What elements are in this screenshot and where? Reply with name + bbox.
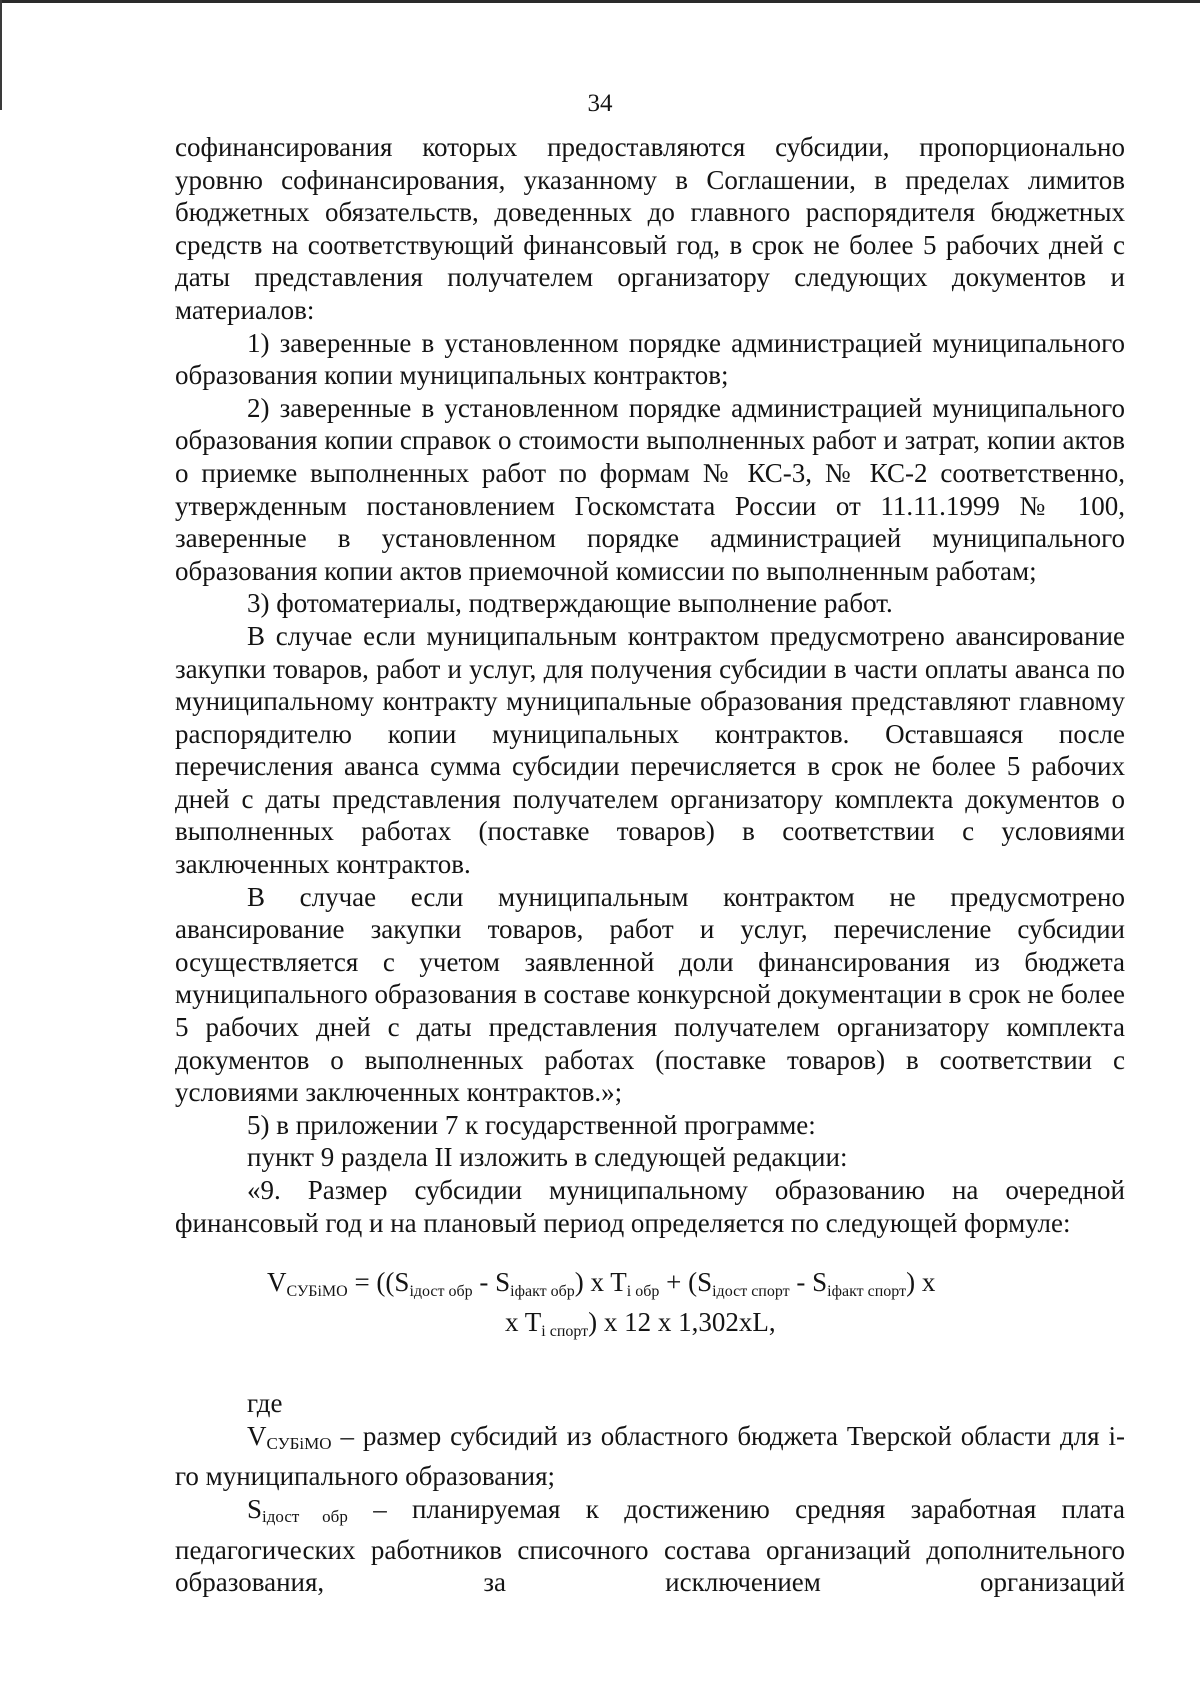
paragraph-advance-case: В случае если муниципальным контрактом предусмотрено авансирование закупки товаров, работ и услуг, для получения субсидии в части оплаты аванса по муниципальному контракту муниципальные образования представляют главному распорядителю копии муниципальных контрактов. Оставшаяся после перечисления аванса сумма субсидии перечисляется в срок не более 5 рабочих дней с даты представления получателем организатору комплекта документов о выполненных работах (поставке товаров) в соответствии с условиями заключенных контрактов. [175,620,1125,880]
page-number: 34 [587,90,613,117]
document-body [175,131,1125,1599]
where-label: где [247,1388,283,1419]
formula-line-1: $V_{СУБiМО} = ((S_{iдост обр} - S_{iфакт обр})$ x $T_{i обр} + (S_{iдост спорт} - S_{iфакт спорт})$ x [267,1267,936,1301]
paragraph-item-2: 2) заверенные в установленном порядке администрацией муниципального образования копии справок о стоимости выполненных работ и затрат, копии актов о приемке выполненных работ по формам № КС-3, № КС-2 соответственно, утвержденным постановлением Госкомстата России от 11.11.1999 № 100, заверенные в установленном порядке администрацией муниципального образования копии актов приемочной комиссии по выполненным работам; [175,392,1125,586]
scan-edge-top [0,0,1200,3]
paragraph-subsidy-size: «9. Размер субсидии муниципальному образованию на очередной финансовый год и на плановый период определяется по следующей формуле: [175,1175,1125,1238]
formula-spacer [175,1347,1125,1387]
definition-v-subimo: $V_{СУБiМО}$ – размер субсидий из областного бюджета Тверской области для i-го муниципального образования; [175,1420,1125,1492]
paragraph-no-advance-case: В случае если муниципальным контрактом не предусмотрено авансирование закупки товаров, работ и услуг, перечисление субсидии осуществляется с учетом заявленной доли финансирования из бюджета муниципального образования в составе конкурсной документации в срок не более 5 рабочих дней с даты представления получателем организатору комплекта документов о выполненных работах (поставке товаров) в соответствии с условиями заключенных контрактов.»; [175,881,1125,1108]
subsidy-formula [175,1267,1125,1347]
paragraph-continuation: софинансирования которых предоставляются субсидии, пропорционально уровню софинансирования, указанному в Соглашении, в пределах лимитов бюджетных обязательств, доведенных до главного распорядителя бюджетных средств на соответствующий финансовый год, в срок не более 5 рабочих дней с даты представления получателем организатору следующих документов и материалов: [175,132,1125,325]
definition-s-idost-obr: $S_{iдост обр}$ – планируемая к достижению средняя заработная плата педагогических работников списочного состава организаций дополнительного образования, за исключением организаций [175,1493,1126,1598]
paragraph-appendix-7: 5) в приложении 7 к государственной программе: [247,1109,816,1140]
paragraph-point-9: пункт 9 раздела II изложить в следующей редакции: [247,1142,848,1173]
paragraph-item-1: 1) заверенные в установленном порядке администрацией муниципального образования копии муниципальных контрактов; [175,327,1125,391]
paragraph-item-3: 3) фотоматериалы, подтверждающие выполнение работ. [247,588,893,619]
formula-line-2: x $T_{i спорт}$) x 12 x 1,302xL, [505,1307,776,1341]
